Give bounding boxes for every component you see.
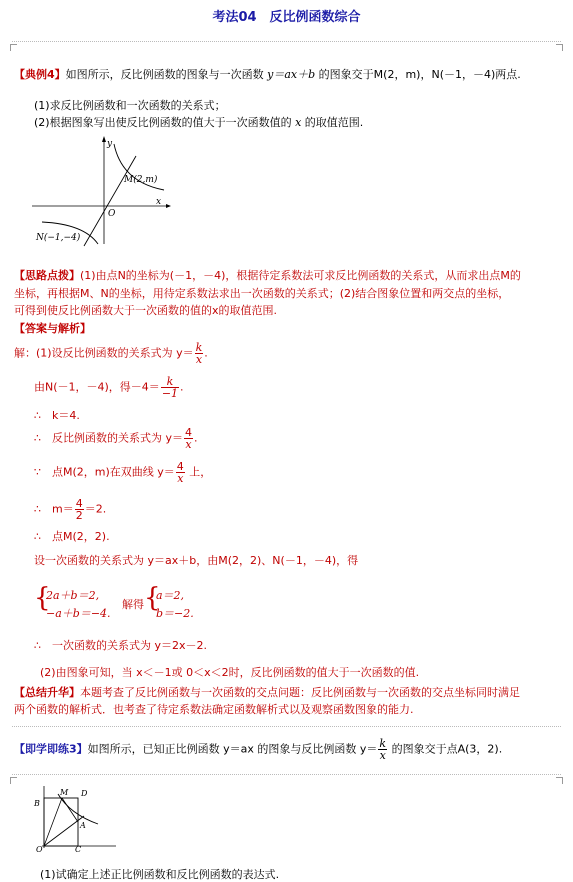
page-title: 考法04 反比例函数综合 <box>212 10 361 25</box>
equation-2: −a＋b＝−4. <box>46 607 111 620</box>
practice-tag: 【即学即练3】 <box>14 742 88 756</box>
practice-question-1: (1)试确定上述正比例函数和反比例函数的表达式. <box>40 868 280 881</box>
point-n-label: N(−1,−4) <box>36 233 81 243</box>
answer-line-10: (2)由图象可知，当 x＜－1或 0＜x＜2时，反比例函数的值大于一次函数的值. <box>40 666 420 679</box>
label-m: M <box>60 788 69 797</box>
summary-line-2: 两个函数的解析式．也考查了待定系数法确定函数解析式以及观察函数图象的能力. <box>14 703 414 716</box>
label-b: B <box>34 799 40 808</box>
example-stem: 【典例4】如图所示，反比例函数的图象与一次函数 y＝ax＋b 的图象交于M(2，m)，N(－1，－4)两点. <box>14 68 521 81</box>
equation-1: 2a＋b＝2, <box>46 589 100 602</box>
solution-1: a＝2, <box>156 589 185 602</box>
example-tag: 【典例4】 <box>14 68 66 81</box>
divider <box>12 726 561 727</box>
origin-label: O <box>108 209 116 219</box>
right-brace: { <box>144 583 161 613</box>
label-c: C <box>75 845 82 852</box>
y-label: y <box>107 139 113 149</box>
rectangle-obcd <box>44 798 78 846</box>
answer-tag: 【答案与解析】 <box>14 322 91 335</box>
point-m-label: M(2,m) <box>124 175 158 185</box>
answer-line-5: ∵ 点M(2，m)在双曲线 y＝ $\frac{4}{x}$ 上， <box>34 460 212 485</box>
answer-line-9: ∴ 一次函数的关系式为 y＝2x－2. <box>34 639 208 652</box>
label-d: D <box>81 789 88 798</box>
solve-label: 解得 <box>122 598 144 611</box>
solution-2: b＝−2. <box>156 607 194 620</box>
answer-line-1: 解：(1)设反比例函数的关系式为 y＝ $\frac{k}{x}$ . <box>14 341 208 366</box>
linear-graph <box>84 156 136 246</box>
rectangle-figure <box>30 784 120 852</box>
answer-line-4: ∴ 反比例函数的关系式为 y＝ $\frac{4}{x}$ . <box>34 426 198 451</box>
answer-line-8: 设一次函数的关系式为 y＝ax＋b，由M(2，2)、N(－1，－4)，得 <box>34 554 359 567</box>
corner-mark <box>556 44 563 51</box>
summary-line-1: 【总结升华】本题考查了反比例函数与一次函数的交点问题：反比例函数与一次函数的交点坐标同时满足 <box>14 686 520 699</box>
corner-mark <box>10 44 17 51</box>
answer-line-2: 由N(－1，－4)，得－4＝ $\frac{k}{-1}$ . <box>34 375 184 400</box>
x-axis-arrow <box>166 204 171 208</box>
divider <box>12 774 561 775</box>
line-ma <box>62 798 78 822</box>
answer-line-3: ∴ k＝4. <box>34 409 80 422</box>
hint-line-1: 【思路点拨】(1)由点N的坐标为(－1，－4)，根据待定系数法可求反比例函数的关系式，从而求出点M的 <box>14 269 521 282</box>
summary-tag: 【总结升华】 <box>14 686 80 699</box>
practice-stem: 【即学即练3】如图所示，已知正比例函数 y＝ax 的图象与反比例函数 y＝ $\frac{k}{x}$ 的图象交于点A(3，2). <box>14 737 503 762</box>
divider <box>12 41 561 42</box>
question-1: (1)求反比例函数和一次函数的关系式； <box>34 99 226 112</box>
hyperbola-line-figure <box>28 134 174 250</box>
hint-line-2: 坐标，再根据M、N的坐标，用待定系数法求出一次函数的关系式；(2)结合图象位置和两交点的坐标， <box>14 287 510 300</box>
answer-line-7: ∴ 点M(2，2). <box>34 530 110 543</box>
question-2: (2)根据图象写出使反比例函数的值大于一次函数值的 x 的取值范围. <box>34 116 364 129</box>
corner-mark <box>556 777 563 784</box>
x-label: x <box>156 197 162 207</box>
left-brace: { <box>34 583 51 613</box>
corner-mark <box>10 777 17 784</box>
label-o: O <box>36 845 43 852</box>
label-a: A <box>80 821 86 830</box>
hint-line-3: 可得到使反比例函数大于一次函数的值的x的取值范围. <box>14 304 278 317</box>
hint-tag: 【思路点拨】 <box>14 269 80 282</box>
answer-line-6: ∴ m＝ $\frac{4}{2}$ ＝2. <box>34 497 107 522</box>
y-axis-arrow <box>102 136 106 142</box>
